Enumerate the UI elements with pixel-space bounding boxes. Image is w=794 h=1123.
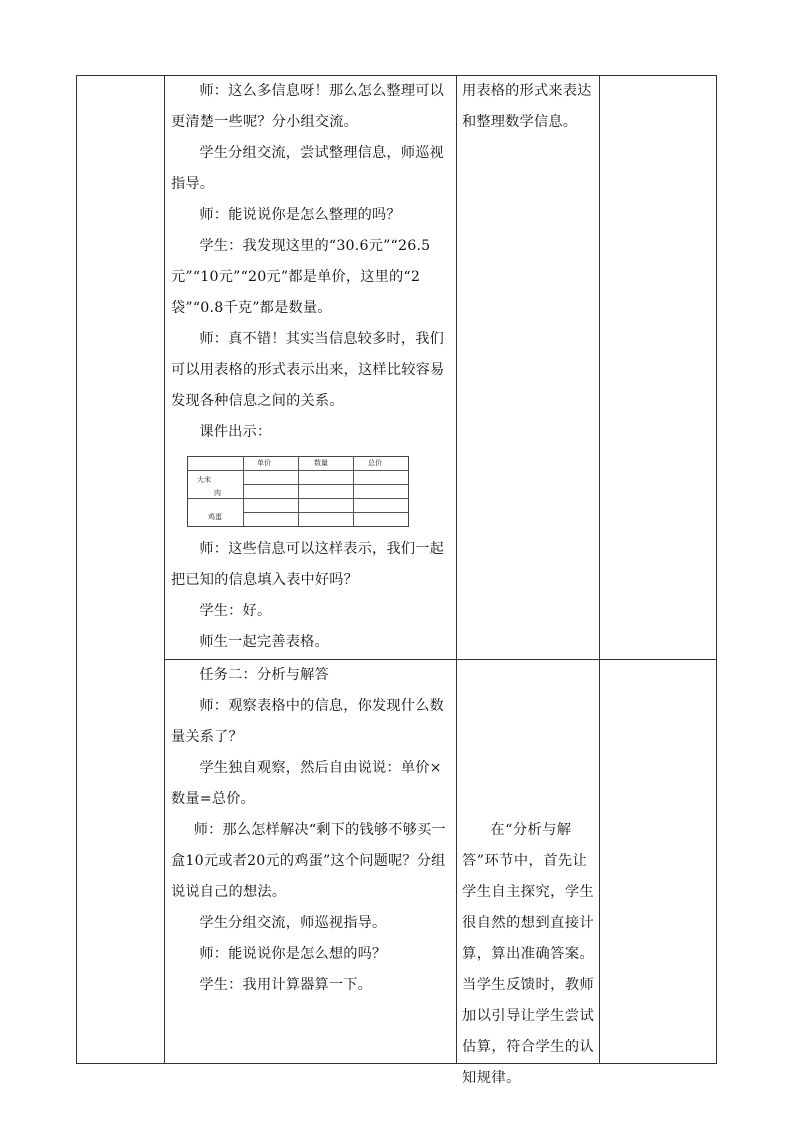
table-header: 总价	[368, 459, 382, 467]
table-header: 数量	[314, 459, 328, 467]
teaching-process-cell-1	[171, 76, 453, 448]
paragraph: 在“分析与解答”环节中，首先让学生自主探究，学生很自然的想到直接计算，算出准确答案。当学生反馈时，教师加以引导让学生尝试估算，符合学生的认知规律。	[462, 822, 595, 1086]
table-row-label: 肉	[214, 489, 221, 497]
table-header: 单价	[257, 459, 271, 467]
table-row-label: 鸡蛋	[208, 513, 222, 521]
column-divider	[164, 75, 165, 1064]
paragraph: 学生分组交流，尝试整理信息，师巡视指导。	[171, 145, 444, 192]
paragraph: 师：这么多信息呀！那么怎么整理可以更清楚一些呢？分小组交流。	[171, 83, 444, 130]
paragraph: 师生一起完善表格。	[199, 634, 329, 650]
paragraph: 师：真不错！其实当信息较多时，我们可以用表格的形式表示出来，这样比较容易发现各种信息之间的关系。	[171, 331, 445, 409]
design-intent-cell-2	[462, 815, 598, 1094]
column-divider	[456, 75, 457, 1064]
paragraph: 师：那么怎样解决“剩下的钱够不够买一盒10元或者20元的鸡蛋”这个问题呢？分组说说自己的想法。	[171, 822, 446, 900]
column-divider	[599, 75, 600, 1064]
paragraph: 师：这些信息可以这样表示，我们一起把已知的信息填入表中好吗？	[171, 541, 444, 588]
table-row-label: 大米	[197, 476, 211, 484]
paragraph: 学生：我用计算器算一下。	[199, 977, 373, 993]
teaching-process-cell-1b	[171, 534, 453, 658]
paragraph: 用表格的形式来表达和整理数学信息。	[462, 83, 592, 130]
design-intent-cell-1	[462, 76, 598, 138]
paragraph: 学生：好。	[199, 603, 272, 619]
task-heading: 任务二：分析与解答	[199, 667, 329, 683]
paragraph: 学生分组交流，师巡视指导。	[199, 915, 387, 931]
paragraph: 学生独自观察，然后自由说说：单价×数量=总价。	[171, 760, 442, 807]
paragraph: 师：能说说你是怎么整理的吗？	[199, 207, 401, 223]
paragraph: 课件出示：	[199, 424, 272, 440]
info-table-figure	[187, 456, 409, 527]
paragraph: 学生：我发现这里的“30.6元”“26.5元”“10元”“20元”都是单价，这里的“2袋”“0.8千克”都是数量。	[171, 238, 431, 316]
teaching-process-cell-2	[171, 660, 453, 1001]
paragraph: 师：能说说你是怎么想的吗？	[199, 946, 387, 962]
paragraph: 师：观察表格中的信息，你发现什么数量关系了？	[171, 698, 444, 745]
